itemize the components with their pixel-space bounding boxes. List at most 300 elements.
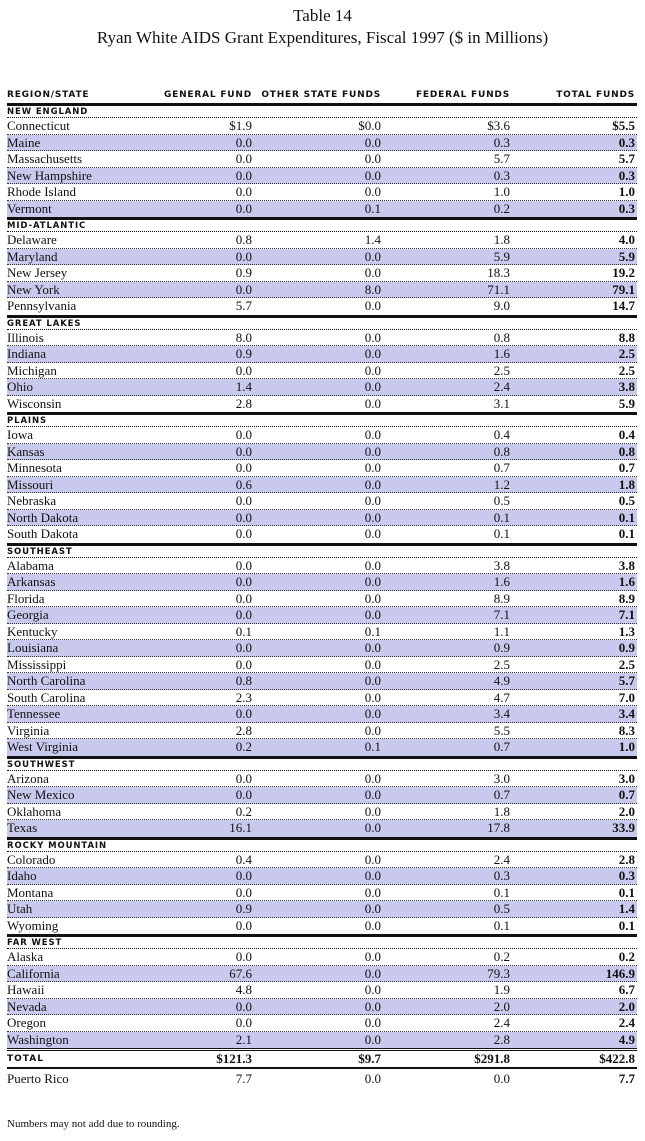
total-funds: 33.9 xyxy=(612,820,635,835)
general-fund: 0.0 xyxy=(235,509,252,525)
state-name: Michigan xyxy=(7,362,57,378)
general-fund: 0.0 xyxy=(235,493,252,508)
total-funds: 0.4 xyxy=(618,427,635,442)
other-state-funds: 0.0 xyxy=(364,329,381,345)
other-state-funds: 0.0 xyxy=(364,590,381,606)
total-funds: 1.4 xyxy=(618,901,635,916)
table-row xyxy=(7,574,637,591)
general-fund: 0.0 xyxy=(235,248,252,264)
total-funds: 0.3 xyxy=(618,134,635,150)
federal-funds: 0.7 xyxy=(493,460,510,475)
table-row xyxy=(7,966,637,983)
state-name: Virginia xyxy=(7,722,50,738)
other-state-funds: 0.0 xyxy=(364,1015,381,1030)
state-name: Georgia xyxy=(7,607,49,622)
table-row xyxy=(7,999,637,1016)
other-state-funds: 0.0 xyxy=(364,884,381,900)
table-row xyxy=(7,184,637,201)
table-row xyxy=(7,771,637,788)
total-funds: 5.9 xyxy=(618,248,635,264)
total-other-state-funds: $9.7 xyxy=(358,1051,381,1066)
state-name: Idaho xyxy=(7,868,37,883)
federal-funds: 0.3 xyxy=(493,134,510,150)
state-name: Maryland xyxy=(7,248,58,264)
other-state-funds: 0.0 xyxy=(364,362,381,378)
state-name: Illinois xyxy=(7,329,44,345)
state-name: Delaware xyxy=(7,232,57,247)
general-fund: 0.0 xyxy=(235,557,252,573)
general-fund: 0.0 xyxy=(235,868,252,883)
total-funds: 0.3 xyxy=(618,167,635,183)
table-row xyxy=(7,804,637,821)
table-row xyxy=(7,379,637,396)
general-fund: 2.8 xyxy=(235,722,252,738)
total-funds: 2.4 xyxy=(618,1015,635,1030)
federal-funds: 1.9 xyxy=(493,982,510,997)
federal-funds: 0.7 xyxy=(493,787,510,802)
total-funds: 2.0 xyxy=(618,998,635,1014)
total-funds: 2.5 xyxy=(618,656,635,672)
general-fund: 2.3 xyxy=(235,689,252,705)
federal-funds: 0.4 xyxy=(493,427,510,442)
table-subtitle: Ryan White AIDS Grant Expenditures, Fiscal 1997 ($ in Millions) xyxy=(96,28,549,47)
general-fund: 4.8 xyxy=(235,982,252,997)
table-row xyxy=(7,901,637,918)
total-funds: 0.1 xyxy=(618,917,635,933)
table-row xyxy=(7,118,637,135)
expenditures-table xyxy=(7,88,637,1089)
other-state-funds: 0.0 xyxy=(364,151,381,166)
general-fund: 0.0 xyxy=(235,656,252,672)
general-fund: 1.4 xyxy=(235,379,252,394)
state-name: Connecticut xyxy=(7,118,70,133)
total-funds: $5.5 xyxy=(612,118,635,133)
federal-funds: 1.8 xyxy=(493,803,510,819)
region-heading: SOUTHEAST xyxy=(7,546,637,558)
total-funds: 3.8 xyxy=(618,557,635,573)
general-fund: 0.0 xyxy=(235,281,252,297)
table-row xyxy=(7,868,637,885)
state-name: Vermont xyxy=(7,200,52,216)
federal-funds: 5.7 xyxy=(493,151,510,166)
table-row xyxy=(7,657,637,674)
table-row xyxy=(7,640,637,657)
general-fund: 0.4 xyxy=(235,851,252,867)
general-fund: 0.0 xyxy=(235,167,252,183)
federal-funds: 1.0 xyxy=(493,184,510,199)
state-name: Missouri xyxy=(7,476,54,492)
total-funds: 2.5 xyxy=(618,346,635,361)
total-general-fund: $121.3 xyxy=(216,1051,252,1066)
puerto-rico-row xyxy=(7,1069,637,1089)
federal-funds: 0.2 xyxy=(493,200,510,216)
table-header xyxy=(7,88,637,103)
general-fund: 0.0 xyxy=(235,590,252,606)
total-funds: 0.1 xyxy=(618,509,635,525)
federal-funds: 0.8 xyxy=(493,329,510,345)
puerto-rico-federal-funds: 0.0 xyxy=(493,1071,510,1086)
total-funds: 1.8 xyxy=(618,476,635,492)
state-name: Montana xyxy=(7,884,54,900)
total-row xyxy=(7,1048,637,1069)
table-row xyxy=(7,591,637,608)
general-fund: 0.0 xyxy=(235,640,252,655)
other-state-funds: 0.0 xyxy=(364,803,381,819)
federal-funds: 2.4 xyxy=(493,379,510,394)
other-state-funds: $0.0 xyxy=(358,118,381,133)
state-name: South Dakota xyxy=(7,526,79,541)
other-state-funds: 1.4 xyxy=(364,232,381,247)
general-fund: $1.9 xyxy=(229,118,252,133)
other-state-funds: 0.0 xyxy=(364,346,381,361)
state-name: New Jersey xyxy=(7,265,68,280)
total-funds: 0.2 xyxy=(618,949,635,964)
state-name: Arkansas xyxy=(7,574,56,589)
state-name: Nebraska xyxy=(7,493,57,508)
total-funds: 0.1 xyxy=(618,884,635,900)
table-row xyxy=(7,526,637,543)
table-row xyxy=(7,690,637,707)
table-row xyxy=(7,852,637,869)
other-state-funds: 0.0 xyxy=(364,1031,381,1047)
table-row xyxy=(7,298,637,315)
federal-funds: 0.5 xyxy=(493,493,510,508)
federal-funds: 1.1 xyxy=(493,623,510,639)
total-funds: 0.3 xyxy=(618,868,635,883)
federal-funds: 0.1 xyxy=(493,526,510,541)
state-name: Pennsylvania xyxy=(7,298,77,313)
general-fund: 0.0 xyxy=(235,998,252,1014)
other-state-funds: 0.0 xyxy=(364,689,381,705)
total-funds: 0.7 xyxy=(618,460,635,475)
header-general-fund: GENERAL FUND xyxy=(163,90,252,100)
other-state-funds: 0.0 xyxy=(364,509,381,525)
table-row xyxy=(7,607,637,624)
state-name: Ohio xyxy=(7,379,33,394)
other-state-funds: 0.1 xyxy=(364,623,381,639)
state-name: Nevada xyxy=(7,998,47,1014)
state-name: Oklahoma xyxy=(7,803,62,819)
other-state-funds: 0.0 xyxy=(364,184,381,199)
federal-funds: 2.4 xyxy=(493,851,510,867)
region-heading: ROCKY MOUNTAIN xyxy=(7,840,637,852)
general-fund: 0.1 xyxy=(235,623,252,639)
general-fund: 67.6 xyxy=(229,965,252,981)
total-funds: 4.0 xyxy=(618,232,635,247)
table-row xyxy=(7,444,637,461)
other-state-funds: 0.0 xyxy=(364,167,381,183)
other-state-funds: 0.0 xyxy=(364,526,381,541)
general-fund: 16.1 xyxy=(229,820,252,835)
puerto-rico-total-funds: 7.7 xyxy=(618,1071,635,1086)
region-heading: FAR WEST xyxy=(7,937,637,949)
general-fund: 0.8 xyxy=(235,232,252,247)
state-name: New Mexico xyxy=(7,787,75,802)
federal-funds: 17.8 xyxy=(487,820,510,835)
general-fund: 0.6 xyxy=(235,476,252,492)
table-row xyxy=(7,673,637,690)
general-fund: 0.0 xyxy=(235,184,252,199)
total-funds: 79.1 xyxy=(612,281,635,297)
table-row xyxy=(7,739,637,756)
state-name: South Carolina xyxy=(7,689,86,705)
state-name: Minnesota xyxy=(7,460,62,475)
federal-funds: 0.8 xyxy=(493,443,510,459)
general-fund: 0.0 xyxy=(235,706,252,721)
total-funds: 19.2 xyxy=(612,265,635,280)
general-fund: 0.0 xyxy=(235,607,252,622)
total-funds: 5.9 xyxy=(618,395,635,411)
state-name: Massachusetts xyxy=(7,151,83,166)
general-fund: 0.2 xyxy=(235,739,252,754)
state-name: West Virginia xyxy=(7,739,78,754)
general-fund: 0.0 xyxy=(235,770,252,786)
total-funds: 0.5 xyxy=(618,493,635,508)
state-name: Wyoming xyxy=(7,917,59,933)
other-state-funds: 0.0 xyxy=(364,673,381,688)
general-fund: 0.2 xyxy=(235,803,252,819)
table-row xyxy=(7,135,637,152)
other-state-funds: 0.0 xyxy=(364,965,381,981)
total-funds: 1.0 xyxy=(618,184,635,199)
total-funds: 3.0 xyxy=(618,770,635,786)
table-row xyxy=(7,706,637,723)
table-title: Table 14 xyxy=(293,6,352,25)
region-heading: GREAT LAKES xyxy=(7,318,637,330)
puerto-rico-general-fund: 7.7 xyxy=(235,1071,252,1086)
state-name: Colorado xyxy=(7,851,56,867)
total-funds: 5.7 xyxy=(618,151,635,166)
federal-funds: 0.2 xyxy=(493,949,510,964)
federal-funds: 1.6 xyxy=(493,346,510,361)
general-fund: 0.0 xyxy=(235,134,252,150)
total-funds: 7.1 xyxy=(618,607,635,622)
table-row xyxy=(7,477,637,494)
other-state-funds: 0.0 xyxy=(364,443,381,459)
state-name: Iowa xyxy=(7,427,33,442)
other-state-funds: 0.0 xyxy=(364,265,381,280)
federal-funds: 79.3 xyxy=(487,965,510,981)
other-state-funds: 0.0 xyxy=(364,640,381,655)
other-state-funds: 8.0 xyxy=(364,281,381,297)
general-fund: 0.0 xyxy=(235,200,252,216)
other-state-funds: 0.0 xyxy=(364,949,381,964)
general-fund: 5.7 xyxy=(235,298,252,313)
state-name: Hawaii xyxy=(7,982,45,997)
other-state-funds: 0.0 xyxy=(364,298,381,313)
federal-funds: 3.8 xyxy=(493,557,510,573)
federal-funds: 5.5 xyxy=(493,722,510,738)
state-name: Oregon xyxy=(7,1015,46,1030)
table-row xyxy=(7,265,637,282)
header-other-state-funds: OTHER STATE FUNDS xyxy=(261,90,381,100)
region-heading: SOUTHWEST xyxy=(7,759,637,771)
state-name: North Dakota xyxy=(7,509,79,525)
general-fund: 0.0 xyxy=(235,1015,252,1030)
total-funds: 4.9 xyxy=(618,1031,635,1047)
federal-funds: 5.9 xyxy=(493,248,510,264)
table-row xyxy=(7,624,637,641)
region-heading: MID-ATLANTIC xyxy=(7,220,637,232)
state-name: Indiana xyxy=(7,346,46,361)
other-state-funds: 0.0 xyxy=(364,656,381,672)
total-funds: 0.1 xyxy=(618,526,635,541)
state-name: Kansas xyxy=(7,443,45,459)
table-row xyxy=(7,427,637,444)
federal-funds: 1.8 xyxy=(493,232,510,247)
other-state-funds: 0.0 xyxy=(364,460,381,475)
federal-funds: 4.9 xyxy=(493,673,510,688)
other-state-funds: 0.0 xyxy=(364,557,381,573)
header-total-funds: TOTAL FUNDS xyxy=(556,90,635,100)
other-state-funds: 0.1 xyxy=(364,739,381,754)
state-name: Texas xyxy=(7,820,38,835)
general-fund: 0.0 xyxy=(235,884,252,900)
state-name: Arizona xyxy=(7,770,49,786)
state-name: New Hampshire xyxy=(7,167,92,183)
general-fund: 0.0 xyxy=(235,460,252,475)
state-name: Wisconsin xyxy=(7,395,62,411)
federal-funds: 2.5 xyxy=(493,656,510,672)
state-name: Mississippi xyxy=(7,656,67,672)
state-name: Louisiana xyxy=(7,640,59,655)
other-state-funds: 0.1 xyxy=(364,200,381,216)
total-funds: 1.6 xyxy=(618,574,635,589)
total-funds: 3.4 xyxy=(618,706,635,721)
state-name: Alabama xyxy=(7,557,54,573)
total-label: TOTAL xyxy=(7,1054,44,1064)
table-row xyxy=(7,232,637,249)
federal-funds: 8.9 xyxy=(493,590,510,606)
table-row xyxy=(7,249,637,266)
general-fund: 0.0 xyxy=(235,362,252,378)
federal-funds: 0.7 xyxy=(493,739,510,754)
table-row xyxy=(7,885,637,902)
federal-funds: 2.5 xyxy=(493,362,510,378)
state-name: Washington xyxy=(7,1031,69,1047)
total-funds: 8.9 xyxy=(618,590,635,606)
table-row xyxy=(7,510,637,527)
other-state-funds: 0.0 xyxy=(364,607,381,622)
state-name: Kentucky xyxy=(7,623,58,639)
other-state-funds: 0.0 xyxy=(364,476,381,492)
table-row xyxy=(7,949,637,966)
total-funds: 0.9 xyxy=(618,640,635,655)
other-state-funds: 0.0 xyxy=(364,722,381,738)
federal-funds: 7.1 xyxy=(493,607,510,622)
general-fund: 0.0 xyxy=(235,949,252,964)
general-fund: 0.0 xyxy=(235,787,252,802)
total-funds: 8.3 xyxy=(618,722,635,738)
table-row xyxy=(7,1015,637,1032)
general-fund: 2.8 xyxy=(235,395,252,411)
table-row xyxy=(7,918,637,935)
other-state-funds: 0.0 xyxy=(364,395,381,411)
general-fund: 0.8 xyxy=(235,673,252,688)
table-row xyxy=(7,787,637,804)
state-name: North Carolina xyxy=(7,673,86,688)
other-state-funds: 0.0 xyxy=(364,787,381,802)
table-row xyxy=(7,201,637,218)
other-state-funds: 0.0 xyxy=(364,248,381,264)
total-funds: 0.3 xyxy=(618,200,635,216)
total-funds: 2.0 xyxy=(618,803,635,819)
puerto-rico-other-state-funds: 0.0 xyxy=(364,1071,381,1086)
state-name: Maine xyxy=(7,134,41,150)
table-row xyxy=(7,460,637,477)
federal-funds: 0.1 xyxy=(493,917,510,933)
total-funds: 1.0 xyxy=(618,739,635,754)
general-fund: 0.0 xyxy=(235,574,252,589)
header-region-state: REGION/STATE xyxy=(7,90,90,100)
other-state-funds: 0.0 xyxy=(364,901,381,916)
state-name: Tennessee xyxy=(7,706,61,721)
table-row xyxy=(7,396,637,413)
federal-funds: 9.0 xyxy=(493,298,510,313)
total-funds: 2.5 xyxy=(618,362,635,378)
general-fund: 8.0 xyxy=(235,329,252,345)
other-state-funds: 0.0 xyxy=(364,574,381,589)
table-row xyxy=(7,558,637,575)
total-funds: 146.9 xyxy=(605,965,635,981)
other-state-funds: 0.0 xyxy=(364,998,381,1014)
other-state-funds: 0.0 xyxy=(364,851,381,867)
other-state-funds: 0.0 xyxy=(364,379,381,394)
table-body xyxy=(7,103,637,1048)
state-name: Utah xyxy=(7,901,33,916)
other-state-funds: 0.0 xyxy=(364,427,381,442)
general-fund: 0.0 xyxy=(235,427,252,442)
table-row xyxy=(7,168,637,185)
federal-funds: 0.3 xyxy=(493,167,510,183)
federal-funds: 4.7 xyxy=(493,689,510,705)
total-funds: 0.8 xyxy=(618,443,635,459)
other-state-funds: 0.0 xyxy=(364,917,381,933)
general-fund: 0.0 xyxy=(235,443,252,459)
general-fund: 0.9 xyxy=(235,901,252,916)
total-funds: 14.7 xyxy=(612,298,635,313)
footnote: Numbers may not add due to rounding. xyxy=(7,1118,180,1130)
region-heading: PLAINS xyxy=(7,415,637,427)
region-heading: NEW ENGLAND xyxy=(7,106,637,118)
federal-funds: 2.0 xyxy=(493,998,510,1014)
federal-funds: 0.5 xyxy=(493,901,510,916)
total-funds: 3.8 xyxy=(618,379,635,394)
federal-funds: 71.1 xyxy=(487,281,510,297)
other-state-funds: 0.0 xyxy=(364,706,381,721)
state-name: Florida xyxy=(7,590,45,606)
general-fund: 2.1 xyxy=(235,1031,252,1047)
total-funds: 5.7 xyxy=(618,673,635,688)
federal-funds: 2.4 xyxy=(493,1015,510,1030)
total-funds: 0.7 xyxy=(618,787,635,802)
table-row xyxy=(7,820,637,837)
other-state-funds: 0.0 xyxy=(364,820,381,835)
state-name: New York xyxy=(7,281,60,297)
general-fund: 0.9 xyxy=(235,346,252,361)
table-row xyxy=(7,330,637,347)
federal-funds: $3.6 xyxy=(487,118,510,133)
federal-funds: 3.4 xyxy=(493,706,510,721)
other-state-funds: 0.0 xyxy=(364,982,381,997)
total-funds: 8.8 xyxy=(618,329,635,345)
header-federal-funds: FEDERAL FUNDS xyxy=(415,90,510,100)
total-funds: 6.7 xyxy=(618,982,635,997)
federal-funds: 0.3 xyxy=(493,868,510,883)
table-row xyxy=(7,723,637,740)
federal-funds: 3.0 xyxy=(493,770,510,786)
other-state-funds: 0.0 xyxy=(364,868,381,883)
